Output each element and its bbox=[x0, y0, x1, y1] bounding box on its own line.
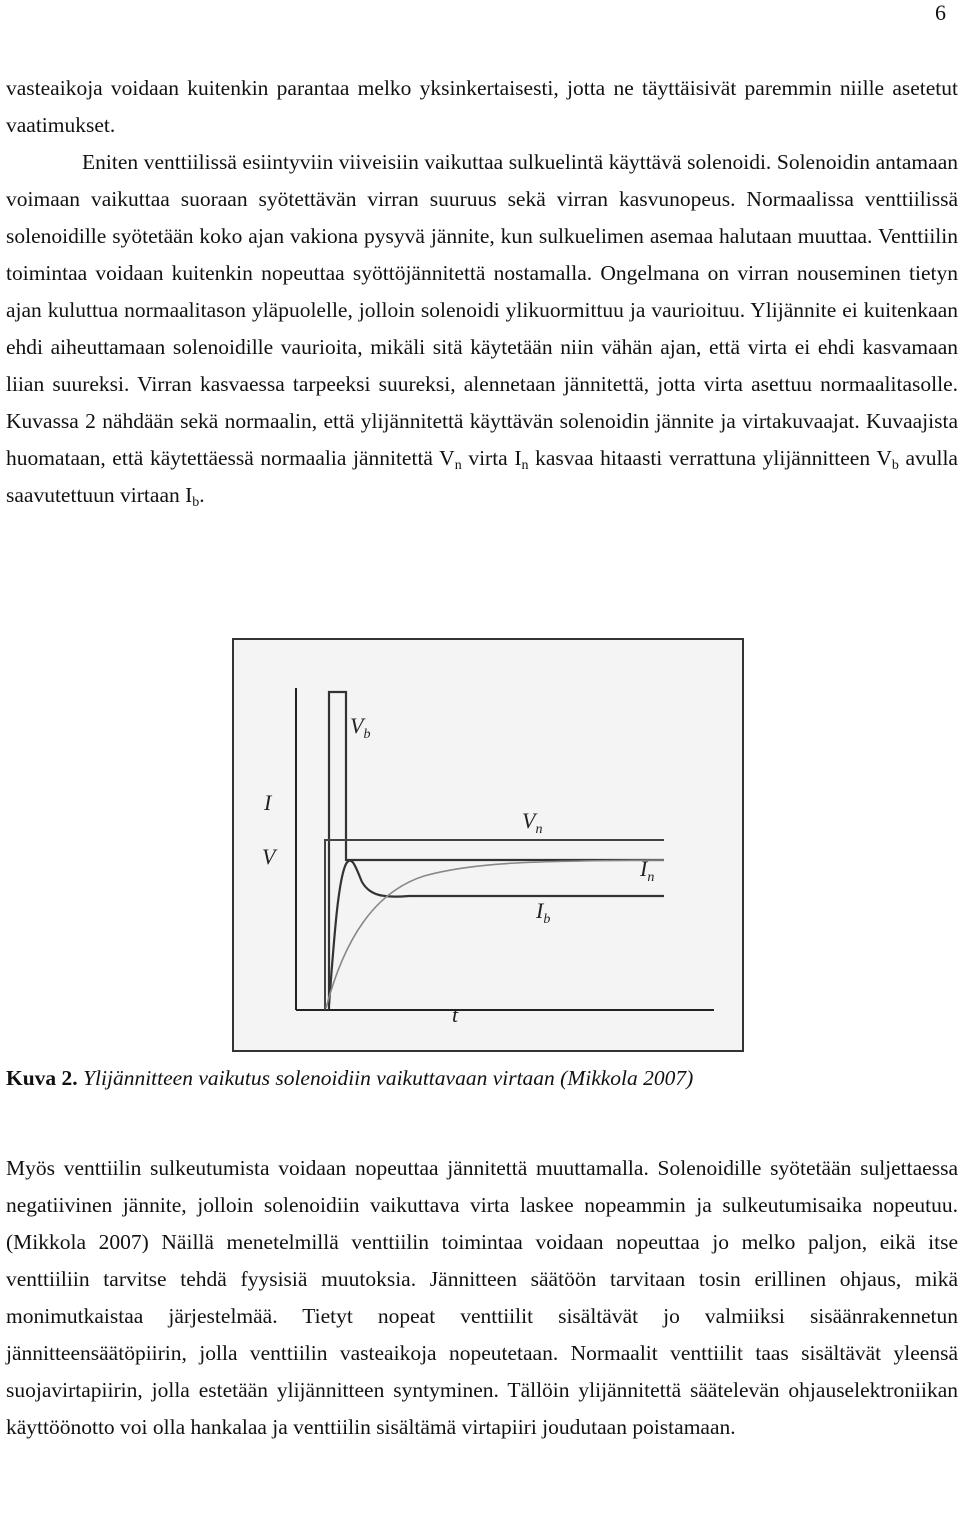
page-number: 6 bbox=[935, 0, 946, 25]
label-ib-sub: b bbox=[543, 912, 551, 927]
series-ib-line bbox=[329, 861, 664, 1005]
para1-mid2: kasvaa hitaasti verrattuna ylijännitteen V bbox=[528, 446, 892, 470]
para1-line1: vasteaikoja voidaan kuitenkin parantaa melko yksinkertaisesti, jotta ne täyttäisivät paremmin niille asetetut vaatimukset. bbox=[6, 76, 958, 137]
figure-voltage-current-graph bbox=[232, 638, 744, 1052]
subscript-b: b bbox=[891, 458, 899, 473]
series-vn-line bbox=[325, 840, 664, 1010]
para1-mid3: avulla saavutettuun virtaan I bbox=[6, 446, 958, 507]
chart-svg bbox=[234, 640, 742, 1050]
body-paragraph-1 bbox=[6, 70, 958, 514]
y-axis-label-i: I bbox=[264, 790, 272, 815]
label-vn-main: V bbox=[522, 808, 536, 833]
label-in-main: I bbox=[640, 856, 648, 881]
label-vb-sub: b bbox=[363, 727, 371, 742]
para1-mid1: virta I bbox=[461, 446, 522, 470]
label-vn bbox=[522, 808, 542, 837]
y-axis-label-v: V bbox=[262, 844, 276, 869]
label-vb bbox=[350, 713, 370, 742]
subscript-n: n bbox=[521, 458, 529, 473]
body-paragraph-2: Myös venttiilin sulkeutumista voidaan nopeuttaa jännitettä muuttamalla. Solenoidille syötetään suljettaessa negatiivinen jännite, jolloin solenoidiin vaikuttava virta laskee nopeammin ja sulkeutumisaika nopeutuu. (Mikkola 2007) Näillä menetelmillä venttiilin toimintaa voidaan nopeuttaa jo melko paljon, eikä itse venttiiliin tarvitse tehdä fyysisiä muutoksia. Jännitteen säätöön tarvitaan tosin erillinen ohjaus, mikä monimutkaistaa järjestelmää. Tietyt nopeat venttiilit sisältävät jo valmiiksi sisäänrakennetun jännitteensäätöpiirin, jolla venttiilin vasteaikoja nopeutetaan. Normaalit venttiilit taas sisältävät yleensä suojavirtapiirin, jolla estetään ylijännitteen syntyminen. Tällöin ylijännitettä säätelevän ohjauselektroniikan käyttöönotto voi olla hankalaa ja venttiilin sisältämä virtapiiri joudutaan poistamaan. bbox=[6, 1156, 958, 1439]
label-ib-main: I bbox=[536, 898, 544, 923]
label-vn-sub: n bbox=[535, 822, 543, 837]
label-ib bbox=[535, 898, 550, 927]
caption-text: Ylijännitteen vaikutus solenoidiin vaikuttavaan virtaan (Mikkola 2007) bbox=[77, 1066, 694, 1090]
series-vb-line bbox=[329, 692, 664, 1010]
caption-label: Kuva 2. bbox=[6, 1066, 78, 1090]
subscript-b: b bbox=[192, 495, 200, 510]
x-axis-label-t: t bbox=[452, 1002, 459, 1027]
series-in-line bbox=[326, 860, 664, 1008]
figure-caption bbox=[6, 1066, 693, 1091]
label-vb-main: V bbox=[350, 713, 364, 738]
para1-main: Eniten venttiilissä esiintyviin viiveisiin vaikuttaa sulkuelintä käyttävä solenoidi. Solenoidin antamaan voimaan vaikuttaa suoraan syötettävän virran suuruus sekä virran kasvunopeus. Normaalissa venttiilissä solenoidille syötetään koko ajan vakiona pysyvä jännite, kun sulkuelimen asemaa halutaan muuttaa. Venttiilin toimintaa voidaan kuitenkin nopeuttaa syöttöjännitettä nostamalla. Ongelmana on virran nouseminen tietyn ajan kuluttua normaalitason yläpuolelle, jolloin solenoidi ylikuormittuu ja vaurioituu. Ylijännite ei kuitenkaan ehdi aiheuttamaan solenoidille vaurioita, mikäli sitä käytetään niin vähän ajan, että virta ei ehdi kasvamaan liian suureksi. Virran kasvaessa tarpeeksi suureksi, alennetaan jännitettä, jotta virta asettuu normaalitasolle. Kuvassa 2 nähdään sekä normaalin, että ylijännitettä käyttävän solenoidin jännite ja virtakuvaajat. Kuvaajista huomataan, että käytettäessä normaalia jännitettä V bbox=[6, 150, 958, 470]
para1-end: . bbox=[199, 483, 205, 507]
subscript-n: n bbox=[454, 458, 462, 473]
label-in-sub: n bbox=[647, 870, 655, 885]
